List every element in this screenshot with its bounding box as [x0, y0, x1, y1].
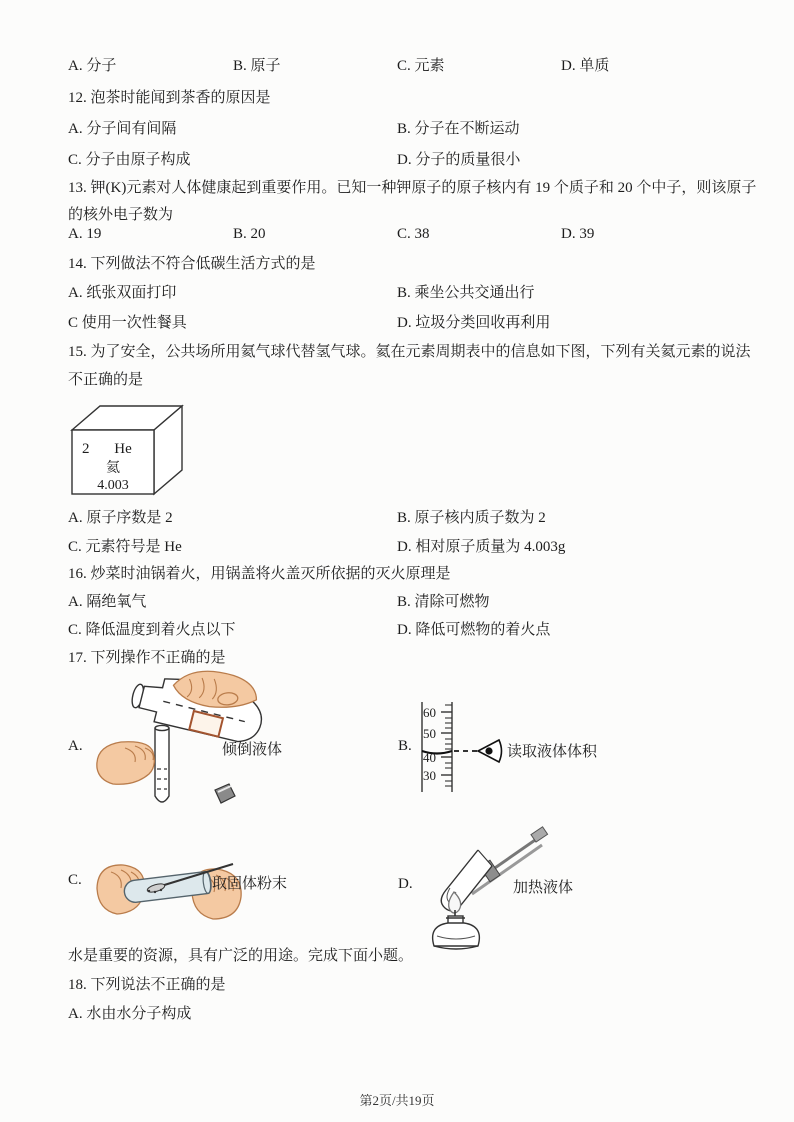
- q15-options-row-2: [68, 535, 728, 559]
- q14-stem: 14. 下列做法不符合低碳生活方式的是: [68, 256, 316, 272]
- q15-stem-line2: 不正确的是: [68, 372, 144, 388]
- q16-option-b: B. 清除可燃物: [397, 594, 490, 610]
- q16-options-row-2: [68, 618, 728, 642]
- q13-stem-line1: 13. 钾(K)元素对人体健康起到重要作用。已知一种钾原子的原子核内有 19 个质子和 20 个中子，则该原子: [68, 180, 757, 196]
- q13-option-a: A. 19: [68, 226, 102, 242]
- q15-option-d: D. 相对原子质量为 4.003g: [397, 539, 566, 555]
- hand-holding-test-tube: [97, 742, 154, 785]
- q17-figure-c-caption: 取固体粉末: [212, 876, 288, 892]
- q12-option-b: B. 分子在不断运动: [397, 121, 520, 137]
- q14-option-a: A. 纸张双面打印: [68, 285, 177, 301]
- q11-option-b: B. 原子: [233, 58, 281, 74]
- q15-stem-line1: 15. 为了安全，公共场所用氦气球代替氢气球。氦在元素周期表中的信息如下图，下列有关氦元素的说法: [68, 344, 751, 360]
- q14-options-row-2: [68, 311, 728, 335]
- q13-option-d: D. 39: [561, 226, 595, 242]
- q16-stem: 16. 炒菜时油锅着火，用锅盖将火盖灭所依据的灭火原理是: [68, 566, 451, 582]
- q17-figure-b-letter: B.: [398, 738, 412, 754]
- q12-option-a: A. 分子间有间隔: [68, 121, 177, 137]
- q17-figure-d-caption: 加热液体: [513, 880, 574, 896]
- q13-option-b: B. 20: [233, 226, 266, 242]
- q15-option-c: C. 元素符号是 He: [68, 539, 182, 555]
- q17-figure-a-letter: A.: [68, 738, 83, 754]
- meniscus: [422, 751, 452, 754]
- q17-figure-b-caption: 读取液体体积: [507, 744, 598, 760]
- q11-option-c: C. 元素: [397, 58, 445, 74]
- q11-option-d: D. 单质: [561, 58, 610, 74]
- q18-option-a: A. 水由水分子构成: [68, 1006, 192, 1022]
- q17-figure-d-letter: D.: [398, 876, 413, 892]
- q16-option-c: C. 降低温度到着火点以下: [68, 622, 236, 638]
- q15-option-a: A. 原子序数是 2: [68, 510, 173, 526]
- page-number-footer: 第2页/共19页: [359, 1093, 435, 1108]
- element-name: 氦: [106, 461, 120, 476]
- q11-option-a: A. 分子: [68, 58, 117, 74]
- tick-label-40: 40: [423, 750, 436, 765]
- tick-label-60: 60: [423, 705, 436, 720]
- q18-intro: 水是重要的资源，具有广泛的用途。完成下面小题。: [68, 948, 414, 964]
- q16-option-d: D. 降低可燃物的着火点: [397, 622, 551, 638]
- q13-stem-line2: 的核外电子数为: [68, 207, 174, 223]
- q15-option-b: B. 原子核内质子数为 2: [397, 510, 546, 526]
- bottle-stopper: [215, 784, 235, 803]
- q16-option-a: A. 隔绝氧气: [68, 594, 147, 610]
- q15-options-row-1: [68, 506, 728, 530]
- q12-options-row-2: [68, 148, 728, 172]
- q14-option-b: B. 乘坐公共交通出行: [397, 285, 535, 301]
- q17-figure-c-letter: C.: [68, 872, 82, 888]
- minor-ticks: [445, 705, 452, 786]
- q17-stem: 17. 下列操作不正确的是: [68, 650, 226, 666]
- q12-options-row-1: [68, 117, 728, 141]
- q13-options-row: [68, 226, 728, 250]
- q14-options-row-1: [68, 281, 728, 305]
- q16-options-row-1: [68, 590, 728, 614]
- atomic-number: 2: [82, 441, 90, 457]
- q17-figure-a-caption: 倾倒液体: [222, 742, 283, 758]
- q12-option-c: C. 分子由原子构成: [68, 152, 191, 168]
- q14-option-d: D. 垃圾分类回收再利用: [397, 315, 551, 331]
- element-symbol: He: [114, 441, 132, 457]
- q14-option-c: C 使用一次性餐具: [68, 315, 187, 331]
- q18-stem: 18. 下列说法不正确的是: [68, 977, 226, 993]
- atomic-mass: 4.003: [97, 478, 129, 493]
- tick-label-30: 30: [423, 768, 436, 783]
- q12-option-d: D. 分子的质量很小: [397, 152, 521, 168]
- test-tube: [155, 725, 169, 802]
- q11-options-row: [68, 54, 728, 78]
- q13-option-c: C. 38: [397, 226, 430, 242]
- helium-element-cell-figure: [66, 400, 190, 500]
- q12-stem: 12. 泡茶时能闻到茶香的原因是: [68, 90, 271, 106]
- eye-icon: [478, 740, 502, 762]
- graduated-cylinder-figure: [415, 702, 507, 794]
- tick-label-50: 50: [423, 726, 436, 741]
